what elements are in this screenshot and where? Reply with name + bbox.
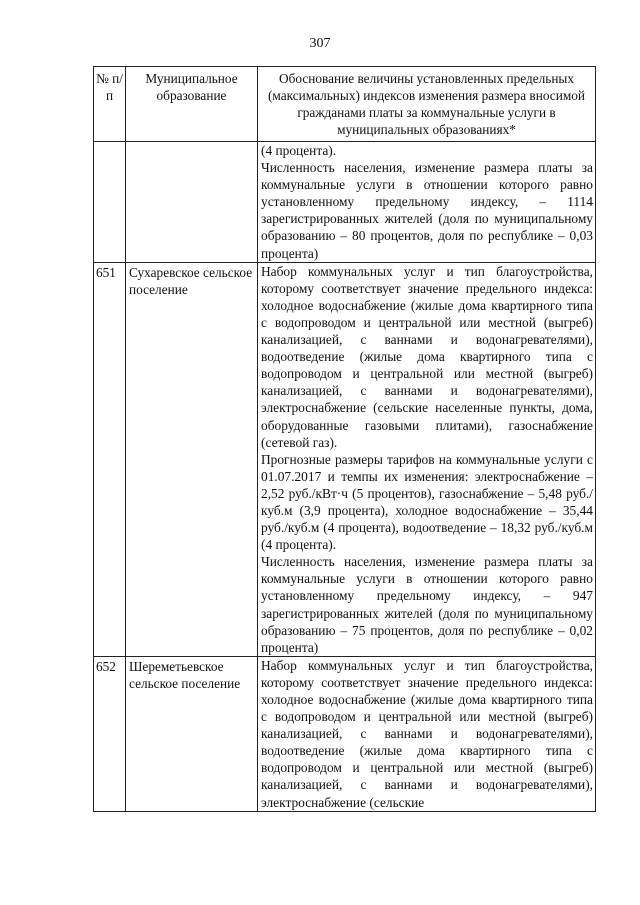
paragraph: Численность населения, изменение размера платы за коммунальные услуги в отношении которого равно установленному предельному индексу, – 1114 зарегистрированных жителей (доля по муниципальному образованию – 80 процентов, доля по республике – 0,03 процента) (261, 160, 593, 261)
tariff-index-table (93, 66, 596, 812)
paragraph: Прогнозные размеры тарифов на коммунальные услуги с 01.07.2017 и темпы их изменения: электроснабжение – 2,52 руб./кВт·ч (5 процентов), газоснабжение – 5,48 руб./куб.м (3,9 процента), холодное водоснабжение – 35,44 руб./куб.м (4 процента), водоотведение – 18,32 руб./куб.м (4 процента). (261, 451, 593, 553)
table-row (94, 656, 596, 811)
paragraph: Набор коммунальных услуг и тип благоустройства, которому соответствует значение предельного индекса: холодное водоснабжение (жилые дома квартирного типа с водопроводом и центральной или местной (выгреб) канализацией, с ваннами и водонагревателями), водоотведение (жилые дома квартирного типа с водопроводом и центральной или местной (выгреб) канализацией, с ваннами и водонагревателями), электроснабжение (сельские населенные пункты, дома, оборудованные газовыми плитами), газоснабжение (сетевой газ). (261, 263, 593, 450)
cell-municipality (126, 142, 258, 263)
cell-num: 652 (94, 656, 126, 811)
cell-justification (258, 142, 596, 263)
cell-municipality: Шереметьевское сельское поселение (126, 656, 258, 811)
paragraph: Набор коммунальных услуг и тип благоустройства, которому соответствует значение предельного индекса: холодное водоснабжение (жилые дома квартирного типа с водопроводом и центральной или местной (выгреб) канализацией, с ваннами и водонагревателями), водоотведение (жилые дома квартирного типа с водопроводом и центральной или местной (выгреб) канализацией, с ваннами и водонагревателями), электроснабжение (сельские (261, 657, 593, 810)
header-municipality: Муниципальное образование (126, 67, 258, 142)
cell-municipality: Сухаревское сельское поселение (126, 262, 258, 656)
header-justification: Обоснование величины установленных предельных (максимальных) индексов изменения размера вносимой гражданами платы за коммунальные услуги в муниципальных образованиях* (258, 67, 596, 142)
paragraph: (4 процента). (261, 143, 337, 158)
cell-justification (258, 656, 596, 811)
header-num: № п/п (94, 67, 126, 142)
page-number: 307 (309, 36, 331, 51)
cell-num (94, 142, 126, 263)
cell-num: 651 (94, 262, 126, 656)
table-header-row (94, 67, 596, 142)
table-row (94, 262, 596, 656)
cell-justification (258, 262, 596, 656)
table-row-continued (94, 142, 596, 263)
paragraph: Численность населения, изменение размера платы за коммунальные услуги в отношении которого равно установленному предельному индексу, – 947 зарегистрированных жителей (доля по муниципальному образованию – 75 процентов, доля по республике – 0,02 процента) (261, 554, 593, 655)
